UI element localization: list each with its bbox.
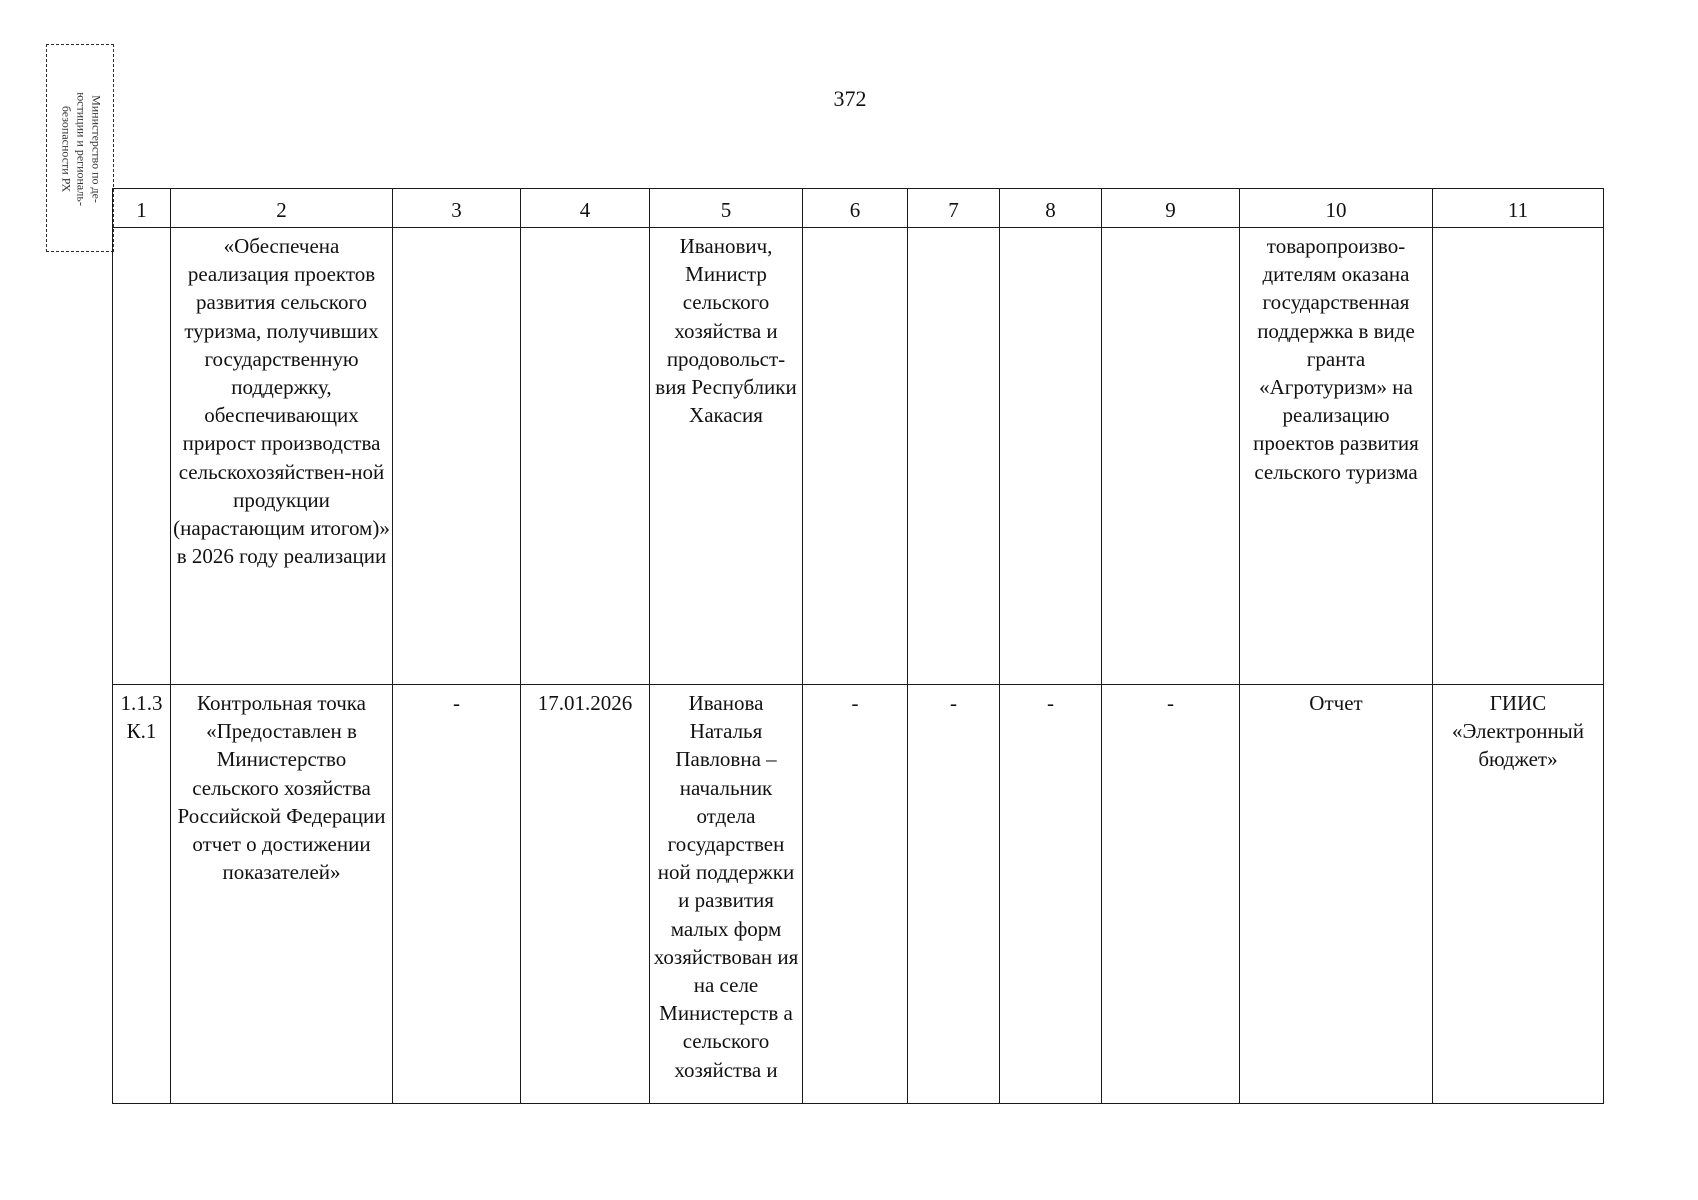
table-row — [113, 228, 1604, 685]
column-header-4: 4 — [521, 189, 650, 228]
cell-col-9 — [1102, 228, 1240, 685]
column-header-11: 11 — [1433, 189, 1604, 228]
stamp-text — [59, 49, 104, 249]
column-header-3: 3 — [393, 189, 521, 228]
cell-system: ГИИС «Электронный бюджет» — [1433, 685, 1604, 1104]
header-row — [113, 189, 1604, 228]
stamp-line: безопасности РХ — [59, 105, 74, 193]
cell-col-6 — [803, 228, 908, 685]
cell-result: товаропроизво-дителям оказана государственная поддержка в виде гранта «Агротуризм» на реализацию проектов развития сельского туризма — [1240, 228, 1433, 685]
stamp-line: Министерство по де- — [89, 95, 104, 203]
cell-name: «Обеспечена реализация проектов развития сельского туризма, получивших государственную поддержку, обеспечивающих прирост производства сельскохозяйствен-ной продукции (нарастающим итогом)» в 2026 году реализации — [171, 228, 393, 685]
cell-number: 1.1.3 К.1 — [113, 685, 171, 1104]
column-header-10: 10 — [1240, 189, 1433, 228]
column-header-9: 9 — [1102, 189, 1240, 228]
document-table — [112, 188, 1604, 1104]
column-header-1: 1 — [113, 189, 171, 228]
column-header-2: 2 — [171, 189, 393, 228]
cell-name: Контрольная точка «Предоставлен в Министерство сельского хозяйства Российской Федерации отчет о достижении показателей» — [171, 685, 393, 1104]
cell-col-3 — [393, 228, 521, 685]
cell-col-6: - — [803, 685, 908, 1104]
column-header-6: 6 — [803, 189, 908, 228]
cell-number — [113, 228, 171, 685]
column-header-7: 7 — [908, 189, 1000, 228]
stamp-line: юстиции и региональ- — [74, 92, 89, 206]
cell-system — [1433, 228, 1604, 685]
cell-col-3: - — [393, 685, 521, 1104]
column-header-8: 8 — [1000, 189, 1102, 228]
cell-date: 17.01.2026 — [521, 685, 650, 1104]
table-row — [113, 685, 1604, 1104]
column-header-5: 5 — [650, 189, 803, 228]
cell-result: Отчет — [1240, 685, 1433, 1104]
cell-col-7: - — [908, 685, 1000, 1104]
cell-date — [521, 228, 650, 685]
cell-col-9: - — [1102, 685, 1240, 1104]
cell-col-7 — [908, 228, 1000, 685]
cell-responsible: Иванова Наталья Павловна – начальник отдела государствен ной поддержки и развития малых форм хозяйствован ия на селе Министерств а сельского хозяйства и — [650, 685, 803, 1104]
page-number: 372 — [833, 86, 867, 111]
cell-col-8 — [1000, 228, 1102, 685]
registration-stamp — [46, 44, 114, 252]
cell-responsible: Иванович, Министр сельского хозяйства и продовольст-вия Республики Хакасия — [650, 228, 803, 685]
cell-col-8: - — [1000, 685, 1102, 1104]
